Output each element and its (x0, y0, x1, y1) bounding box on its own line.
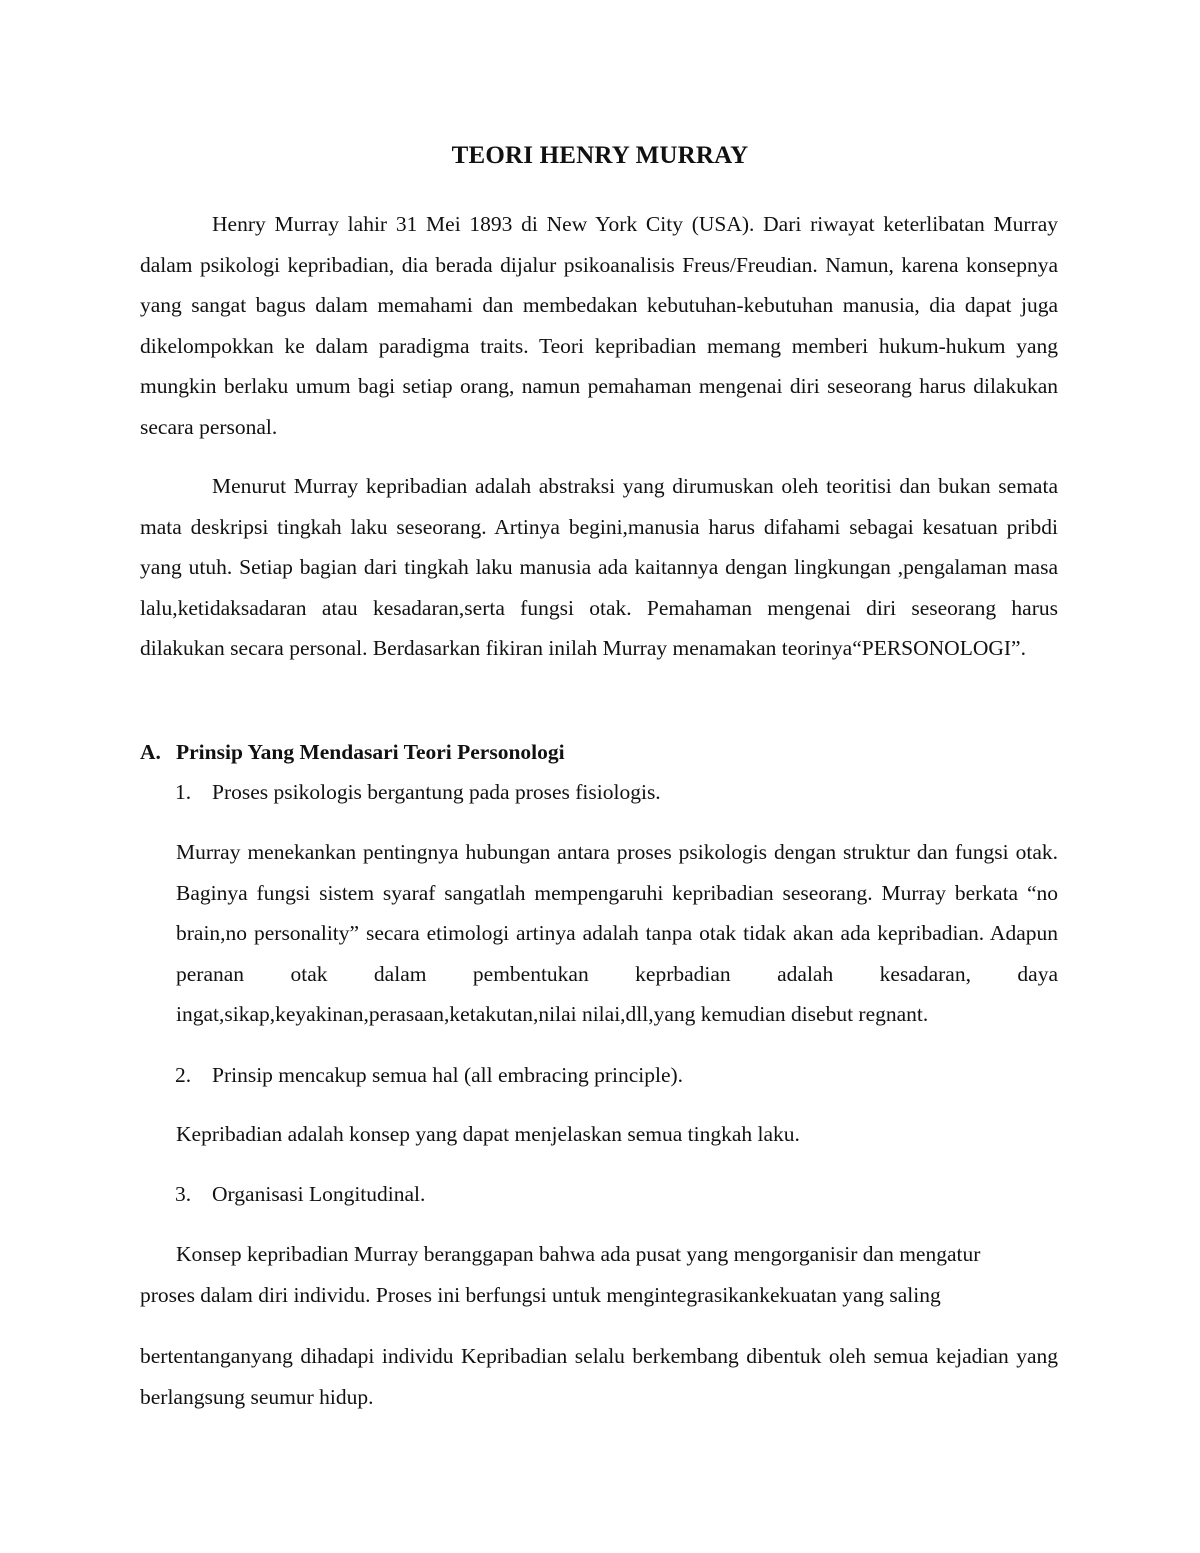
list-item-1 (175, 772, 661, 812)
paragraph-item-1: Murray menekankan pentingnya hubungan antara proses psikologis dengan struktur dan fungsi otak. Baginya fungsi sistem syaraf sangatlah mempengaruhi kepribadian seseorang. Murray berkata “no brain,no personality” secara etimologi artinya adalah tanpa otak tidak akan ada kepribadian. Adapun peranan otak dalam pembentukan keprbadian adalah kesadaran, daya ingat,sikap,keyakinan,perasaan,ketakutan,nilai nilai,dll,yang kemudian disebut regnant. (176, 840, 1058, 1027)
list-item-text: Organisasi Longitudinal. (212, 1182, 426, 1206)
section-marker: A. (140, 740, 161, 764)
paragraph-item-3-line-1: Konsep kepribadian Murray beranggapan bahwa ada pusat yang mengorganisir dan mengatur (176, 1242, 981, 1266)
list-item-2 (175, 1055, 683, 1095)
section-heading-a (140, 732, 565, 772)
list-number: 1. (175, 780, 192, 804)
list-number: 2. (175, 1063, 192, 1087)
paragraph-item-3-line-2: proses dalam diri individu. Proses ini berfungsi untuk mengintegrasikankekuatan yang saling (140, 1283, 941, 1307)
section-heading-text: Prinsip Yang Mendasari Teori Personologi (176, 740, 565, 764)
list-item-3 (175, 1174, 425, 1214)
list-item-text: Proses psikologis bergantung pada proses fisiologis. (212, 780, 661, 804)
paragraph-intro: Henry Murray lahir 31 Mei 1893 di New York City (USA). Dari riwayat keterlibatan Murray dalam psikologi kepribadian, dia berada dijalur psikoanalisis Freus/Freudian. Namun, karena konsepnya yang sangat bagus dalam memahami dan membedakan kebutuhan-kebutuhan manusia, dia dapat juga dikelompokkan ke dalam paradigma traits. Teori kepribadian memang memberi hukum-hukum yang mungkin berlaku umum bagi setiap orang, namun pemahaman mengenai diri seseorang harus dilakukan secara personal. (140, 212, 1058, 439)
paragraph-item-3-continued: bertentanganyang dihadapi individu Kepribadian selalu berkembang dibentuk oleh semua kejadian yang berlangsung seumur hidup. (140, 1344, 1058, 1409)
document-title: TEORI HENRY MURRAY (451, 142, 749, 169)
list-item-text: Prinsip mencakup semua hal (all embracing principle). (212, 1063, 684, 1087)
paragraph-personologi: Menurut Murray kepribadian adalah abstraksi yang dirumuskan oleh teoritisi dan bukan semata mata deskripsi tingkah laku seseorang. Artinya begini,manusia harus difahami sebagai kesatuan pribdi yang utuh. Setiap bagian dari tingkah laku manusia ada kaitannya dengan lingkungan ,pengalaman masa lalu,ketidaksadaran atau kesadaran,serta fungsi otak. Pemahaman mengenai diri seseorang harus dilakukan secara personal. Berdasarkan fikiran inilah Murray menamakan teorinya“PERSONOLOGI”. (140, 474, 1058, 661)
list-number: 3. (175, 1182, 192, 1206)
paragraph-item-2: Kepribadian adalah konsep yang dapat menjelaskan semua tingkah laku. (176, 1122, 800, 1146)
